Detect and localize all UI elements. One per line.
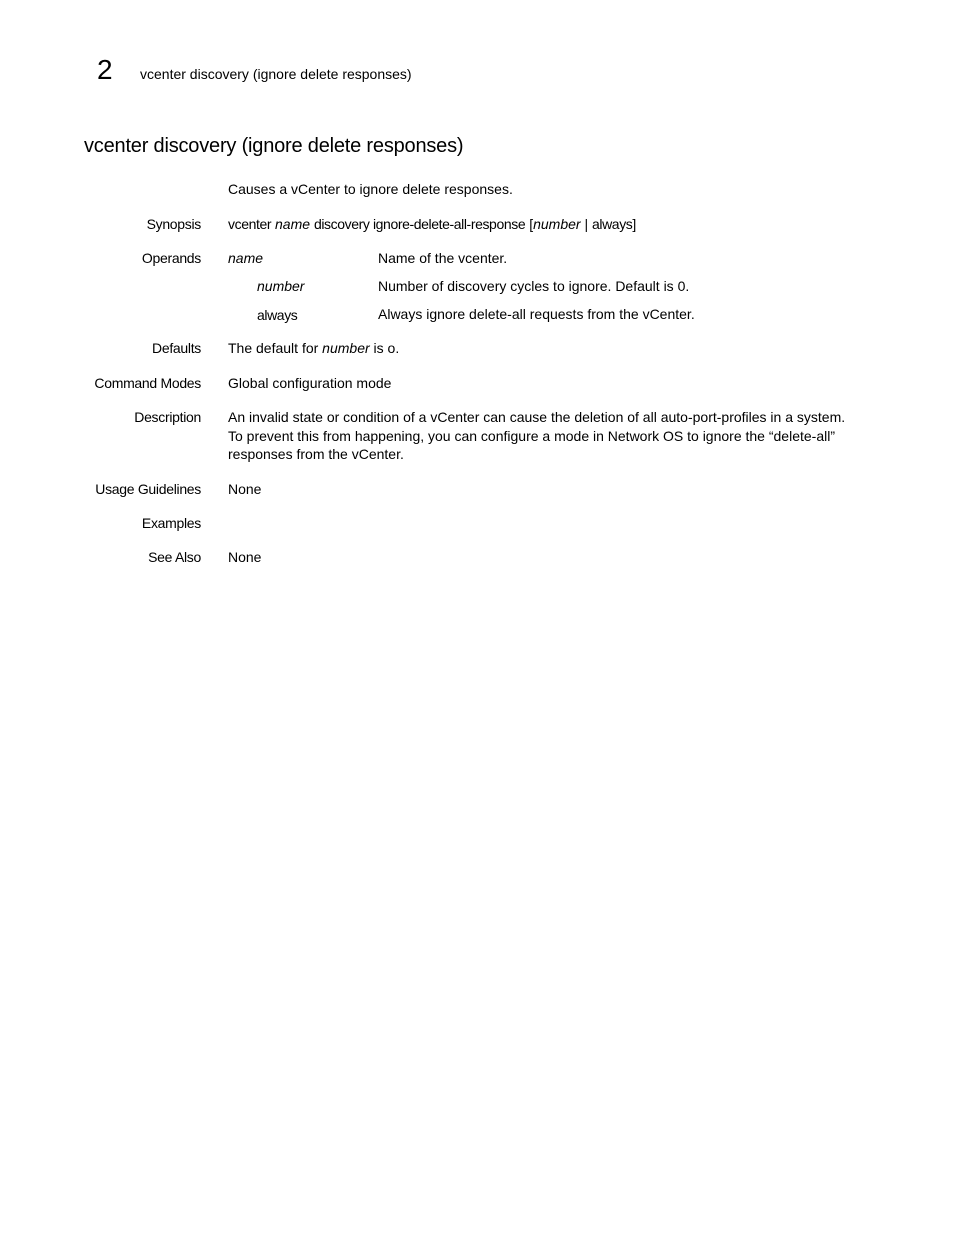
synopsis-label: Synopsis bbox=[146, 216, 201, 232]
running-head: vcenter discovery (ignore delete responses) bbox=[140, 66, 412, 82]
usage-guidelines-label: Usage Guidelines bbox=[95, 481, 201, 497]
operand-desc-name: Name of the vcenter. bbox=[378, 250, 508, 266]
defaults-text bbox=[228, 339, 399, 358]
operand-desc-number: Number of discovery cycles to ignore. Default is 0. bbox=[378, 278, 690, 294]
synopsis-bracket-close: ] bbox=[632, 216, 637, 232]
see-also-label: See Also bbox=[148, 549, 201, 565]
operand-desc-always: Always ignore delete-all requests from the vCenter. bbox=[378, 306, 695, 322]
intro-text: Causes a vCenter to ignore delete responses. bbox=[228, 181, 513, 197]
synopsis-bracket-open: [ bbox=[529, 216, 534, 232]
operand-term-name: name bbox=[228, 250, 264, 266]
synopsis-command bbox=[228, 215, 636, 234]
defaults-pre: The default for bbox=[228, 340, 323, 356]
synopsis-keyword-always: always bbox=[592, 216, 633, 232]
operands-label: Operands bbox=[141, 250, 201, 266]
operand-term-number: number bbox=[257, 278, 305, 294]
command-modes-label: Command Modes bbox=[94, 375, 201, 391]
chapter-number: 2 bbox=[97, 54, 113, 85]
defaults-label: Defaults bbox=[152, 340, 201, 356]
synopsis-pipe: | bbox=[580, 216, 592, 232]
usage-guidelines-text: None bbox=[228, 481, 262, 497]
description-text: An invalid state or condition of a vCenter can cause the deletion of all auto-port-profiles in a system. To prevent this from happening, you can configure a mode in Network OS to ignore the “delete-all” responses from the vCenter. bbox=[228, 409, 846, 462]
synopsis-keyword-discovery: discovery ignore-delete-all-response bbox=[313, 216, 526, 232]
synopsis-param-number: number bbox=[533, 216, 581, 232]
page-title: vcenter discovery (ignore delete responses) bbox=[84, 135, 464, 157]
synopsis-param-name: name bbox=[275, 216, 311, 232]
defaults-post: is o. bbox=[369, 340, 400, 356]
description-label: Description bbox=[134, 409, 201, 425]
defaults-term: number bbox=[322, 340, 370, 356]
see-also-text: None bbox=[228, 549, 262, 565]
synopsis-keyword-vcenter: vcenter bbox=[228, 216, 272, 232]
command-modes-text: Global configuration mode bbox=[228, 375, 392, 391]
operand-term-always: always bbox=[257, 307, 298, 323]
examples-label: Examples bbox=[141, 515, 201, 531]
